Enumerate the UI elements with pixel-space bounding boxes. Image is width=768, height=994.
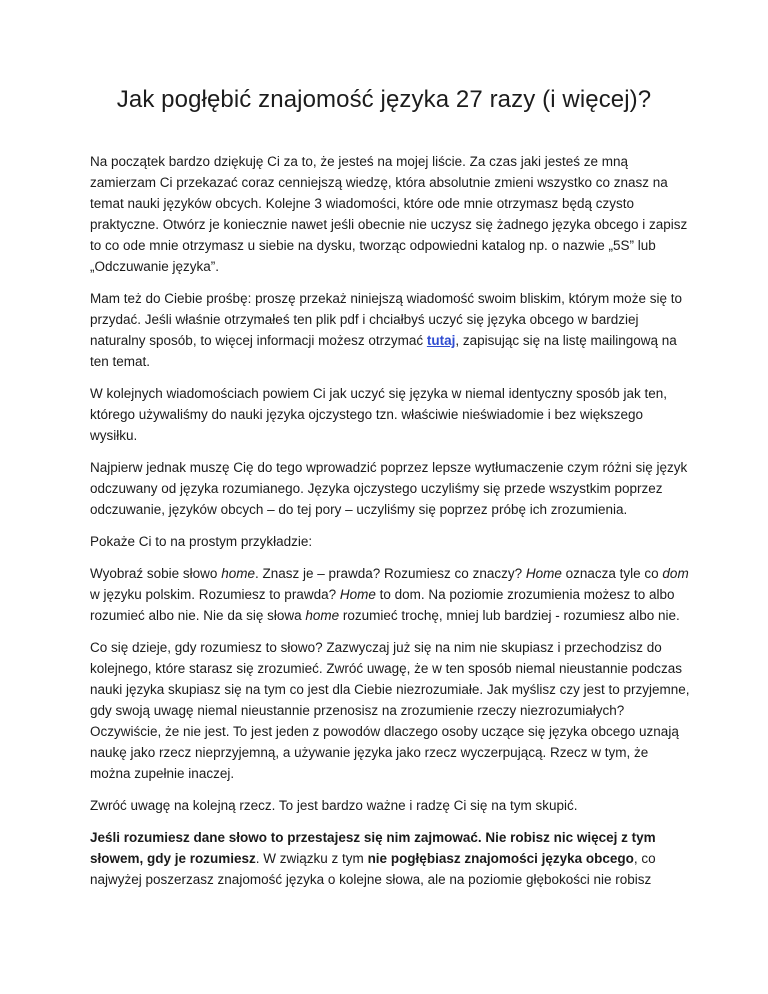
italic-word: dom: [662, 566, 689, 581]
text-run: . Znasz je – prawda? Rozumiesz co znaczy?: [254, 566, 526, 581]
text-run: , co najwyżej poszerzasz znajomość języka o kolejne słowa, ale na poziomie głębokości nie robisz: [90, 851, 656, 887]
bold-run: nie pogłębiasz znajomości języka obcego: [367, 851, 634, 866]
italic-word: home: [305, 608, 340, 623]
paragraph-next-messages: W kolejnych wiadomościach powiem Ci jak uczyć się języka w niemal identyczny sposób jak ten, którego używaliśmy do nauki języka ojczystego tzn. właściwie nieświadomie i bez większego wysiłku.: [90, 386, 667, 443]
italic-word: Home: [339, 587, 376, 602]
paragraph-home-example: [90, 563, 690, 626]
text-run: w języku polskim. Rozumiesz to prawda?: [90, 587, 340, 602]
signup-link[interactable]: tutaj: [426, 333, 456, 348]
paragraph-example-intro: Pokaże Ci to na prostym przykładzie:: [90, 534, 313, 549]
italic-word: home: [221, 566, 255, 581]
paragraph-feeling-vs-understanding: Najpierw jednak muszę Cię do tego wprowadzić poprzez lepsze wytłumaczenie czym różni się język odczuwany od języka rozumianego. Języka ojczystego uczyliśmy się przede wszystkim poprzez odczuwanie, języków obcych – do tej pory – uczyliśmy się poprzez próbę ich zrozumienia.: [90, 460, 688, 517]
bold-run: Jeśli rozumiesz dane słowo to przestajesz się nim zajmować. Nie robisz nic więcej z tym słowem, gdy je rozumiesz: [90, 830, 656, 866]
italic-word: Home: [525, 566, 562, 581]
text-run: rozumieć trochę, mniej lub bardziej - rozumiesz albo nie.: [339, 608, 680, 623]
document-title: Jak pogłębić znajomość języka 27 razy (i więcej)?: [116, 86, 652, 113]
paragraph-intro: Na początek bardzo dziękuję Ci za to, że jesteś na mojej liście. Za czas jaki jesteś ze mną zamierzam Ci przekazać coraz cenniejszą wiedzę, która absolutnie zmieni wszystko co znasz na temat nauki języków obcych. Kolejne 3 wiadomości, które ode mnie otrzymasz będą czysto praktyczne. Otwórz je koniecznie nawet jeśli obecnie nie uczysz się żadnego języka obcego i zapisz to co ode mnie otrzymasz u siebie na dysku, tworząc odpowiedni katalog np. o nazwie „5S” lub „Odczuwanie języka”.: [90, 154, 688, 274]
paragraph-important-note: Zwróć uwagę na kolejną rzecz. To jest bardzo ważne i radzę Ci się na tym skupić.: [90, 798, 578, 813]
paragraph-understanding-effect: Co się dzieje, gdy rozumiesz to słowo? Zazwyczaj już się na nim nie skupiasz i przechodzisz do kolejnego, które starasz się zrozumieć. Zwróć uwagę, że w ten sposób niemal nieustannie podczas nauki języka skupiasz się na tym co jest dla Ciebie niezrozumiałe. Jak myślisz czy jest to przyjemne, gdy swoją uwagę niemal nieustannie przenosisz na zrozumienie rzeczy niezrozumiałych? Oczywiście, że nie jest. To jest jeden z powodów dlaczego osoby uczące się języka obcego uznają naukę jako rzecz nieprzyjemną, a używanie języka jako rzecz wyczerpującą. Rzecz w tym, że można zupełnie inaczej.: [90, 640, 690, 781]
paragraph-request-tail: , zapisując się na listę mailingową na ten temat.: [90, 333, 677, 369]
text-run: . W związku z tym: [255, 851, 368, 866]
paragraph-request-text: Mam też do Ciebie prośbę: proszę przekaż niniejszą wiadomość swoim bliskim, którym może się to przydać. Jeśli właśnie otrzymałeś ten plik pdf i chciałbyś uczyć się języka obcego w bardziej naturalny sposób, to więcej informacji możesz otrzymać: [90, 291, 682, 348]
document-body: [90, 151, 690, 901]
text-run: oznacza tyle co: [561, 566, 663, 581]
text-run: Wyobraź sobie słowo: [90, 566, 222, 581]
paragraph-request: [90, 288, 690, 372]
text-run: to dom. Na poziomie zrozumienia możesz to albo rozumieć albo nie. Nie da się słowa: [90, 587, 675, 623]
paragraph-key-point: [90, 827, 690, 890]
